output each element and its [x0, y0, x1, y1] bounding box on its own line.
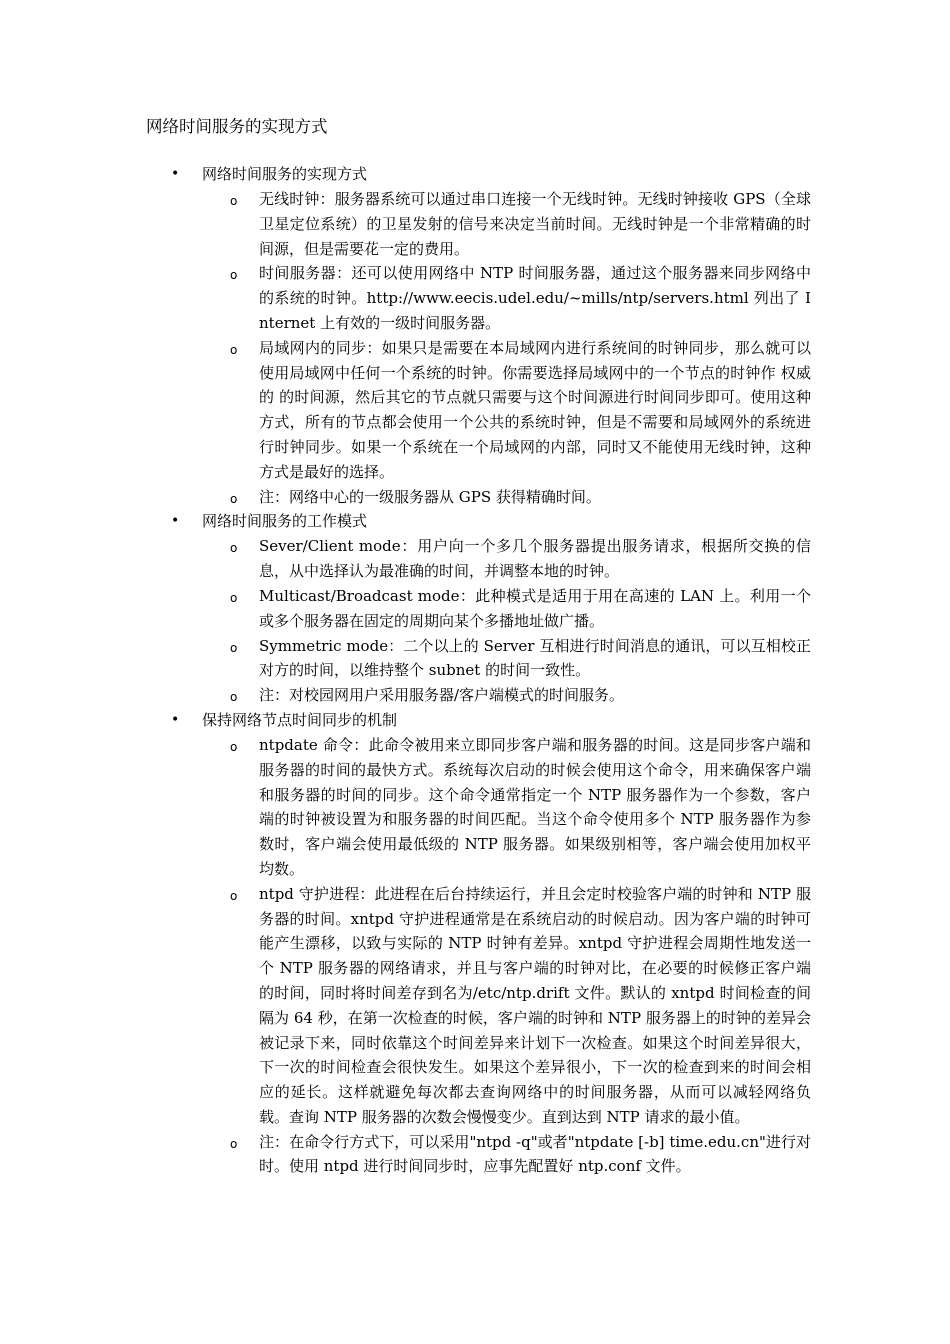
list-item-text: 局域网内的同步：如果只是需要在本局域网内进行系统间的时钟同步，那么就可以使用局域网中任何一个系统的时钟。你需要选择局域网中的一个节点的时钟作 权威的 的时间源，然后其它的节点就只需要与这个时间源进行时间同步即可。使用这种方式，所有的节点都会使用一个公共的系统时钟，但是不需要和局域网外的系统进行时钟同步。如果一个系统在一个局域网的内部，同时又不能使用无线时钟，这种方式是最好的选择。 — [259, 338, 811, 481]
section-implementation — [0, 162, 950, 509]
bullet-icon: • — [171, 711, 180, 728]
list-item-text: 注：对校园网用户采用服务器/客户端模式的时间服务。 — [259, 686, 625, 705]
list-item — [0, 534, 950, 584]
list-item — [0, 882, 950, 1130]
list-item-text: Symmetric mode：二个以上的 Server 互相进行时间消息的通讯，可以互相校正对方的时间，以维持整个 subnet 的时间一致性。 — [259, 636, 811, 680]
list-item — [0, 683, 950, 708]
list-item-text: 时间服务器：还可以使用网络中 NTP 时间服务器，通过这个服务器来同步网络中的系统的时钟。http://www.eecis.udel.edu/~mills/ntp/servers.html 列出了 Internet 上有效的一级时间服务器。 — [259, 264, 811, 332]
document-title: 网络时间服务的实现方式 — [146, 117, 328, 136]
list-item — [0, 485, 950, 510]
circle-bullet-icon: o — [230, 888, 238, 903]
list-item-text: Multicast/Broadcast mode：此种模式是适用于用在高速的 LAN 上。利用一个或多个服务器在固定的周期向某个多播地址做广播。 — [259, 586, 811, 630]
list-item-text: Sever/Client mode：用户向一个多几个服务器提出服务请求，根据所交换的信息，从中选择认为最准确的时间，并调整本地的时钟。 — [259, 537, 811, 581]
list-item — [0, 261, 950, 335]
list-item — [0, 187, 950, 261]
section-list — [0, 162, 950, 1179]
list-item — [0, 336, 950, 485]
list-item-text: 注：在命令行方式下，可以采用"ntpd -q"或者"ntpdate [-b] time.edu.cn"进行对时。使用 ntpd 进行时间同步时，应事先配置好 ntp.conf 文件。 — [259, 1132, 811, 1176]
circle-bullet-icon: o — [230, 491, 238, 506]
list-item-text: 无线时钟：服务器系统可以通过串口连接一个无线时钟。无线时钟接收 GPS（全球卫星定位系统）的卫星发射的信号来决定当前时间。无线时钟是一个非常精确的时间源，但是需要花一定的费用。 — [259, 190, 811, 258]
section-heading: 网络时间服务的工作模式 — [202, 512, 368, 531]
section-heading: 网络时间服务的实现方式 — [202, 165, 368, 183]
circle-bullet-icon: o — [230, 739, 238, 754]
bullet-icon: • — [171, 513, 180, 530]
circle-bullet-icon: o — [230, 1136, 238, 1151]
list-item — [0, 634, 950, 684]
circle-bullet-icon: o — [230, 194, 238, 208]
circle-bullet-icon: o — [230, 268, 238, 283]
circle-bullet-icon: o — [230, 640, 238, 655]
list-item — [0, 1130, 950, 1180]
list-item — [0, 584, 950, 634]
sub-list — [0, 187, 950, 509]
list-item-text: 注：网络中心的一级服务器从 GPS 获得精确时间。 — [259, 487, 601, 506]
circle-bullet-icon: o — [230, 690, 238, 705]
bullet-icon: • — [171, 166, 180, 182]
circle-bullet-icon: o — [230, 541, 238, 556]
section-heading: 保持网络节点时间同步的机制 — [202, 710, 398, 729]
circle-bullet-icon: o — [230, 342, 238, 357]
circle-bullet-icon: o — [230, 590, 238, 605]
list-item-text: ntpdate 命令：此命令被用来立即同步客户端和服务器的时间。这是同步客户端和服务器的时间的最快方式。系统每次启动的时候会使用这个命令，用来确保客户端和服务器的时间的同步。这个命令通常指定一个 NTP 服务器作为一个参数，客户端的时钟被设置为和服务器的时间匹配。当这个命令使用多个 NTP 服务器作为参数时，客户端会使用最低级的 NTP 服务器。如果级别相等，客户端会使用加权平均数。 — [259, 735, 811, 878]
section-working-modes — [0, 509, 950, 708]
list-item — [0, 733, 950, 882]
section-sync-mechanism — [0, 708, 950, 1179]
sub-list — [0, 534, 950, 708]
list-item-text: ntpd 守护进程：此进程在后台持续运行，并且会定时校验客户端的时钟和 NTP 服务器的时间。xntpd 守护进程通常是在系统启动的时候启动。因为客户端的时钟可能产生漂移，以致与实际的 NTP 时钟有差异。xntpd 守护进程会周期性地发送一个 NTP 服务器的网络请求，并且与客户端的时钟对比，在必要的时候修正客户端的时间，同时将时间差存到名为/etc/ntp.drift 文件。默认的 xntpd 时间检查的间隔为 64 秒，在第一次检查的时候，客户端的时钟和 NTP 服务器上的时钟的差异会被记录下来，同时依靠这个时间差异来计划下一次检查。如果这个时间差异很大，下一次的时间检查会很快发生。如果这个差异很小，下一次的检查到来的时间会相应的延长。这样就避免每次都去查询网络中的时间服务器，从而可以减轻网络负载。查询 NTP 服务器的次数会慢慢变少。直到达到 NTP 请求的最小值。 — [259, 884, 811, 1126]
sub-list — [0, 733, 950, 1179]
